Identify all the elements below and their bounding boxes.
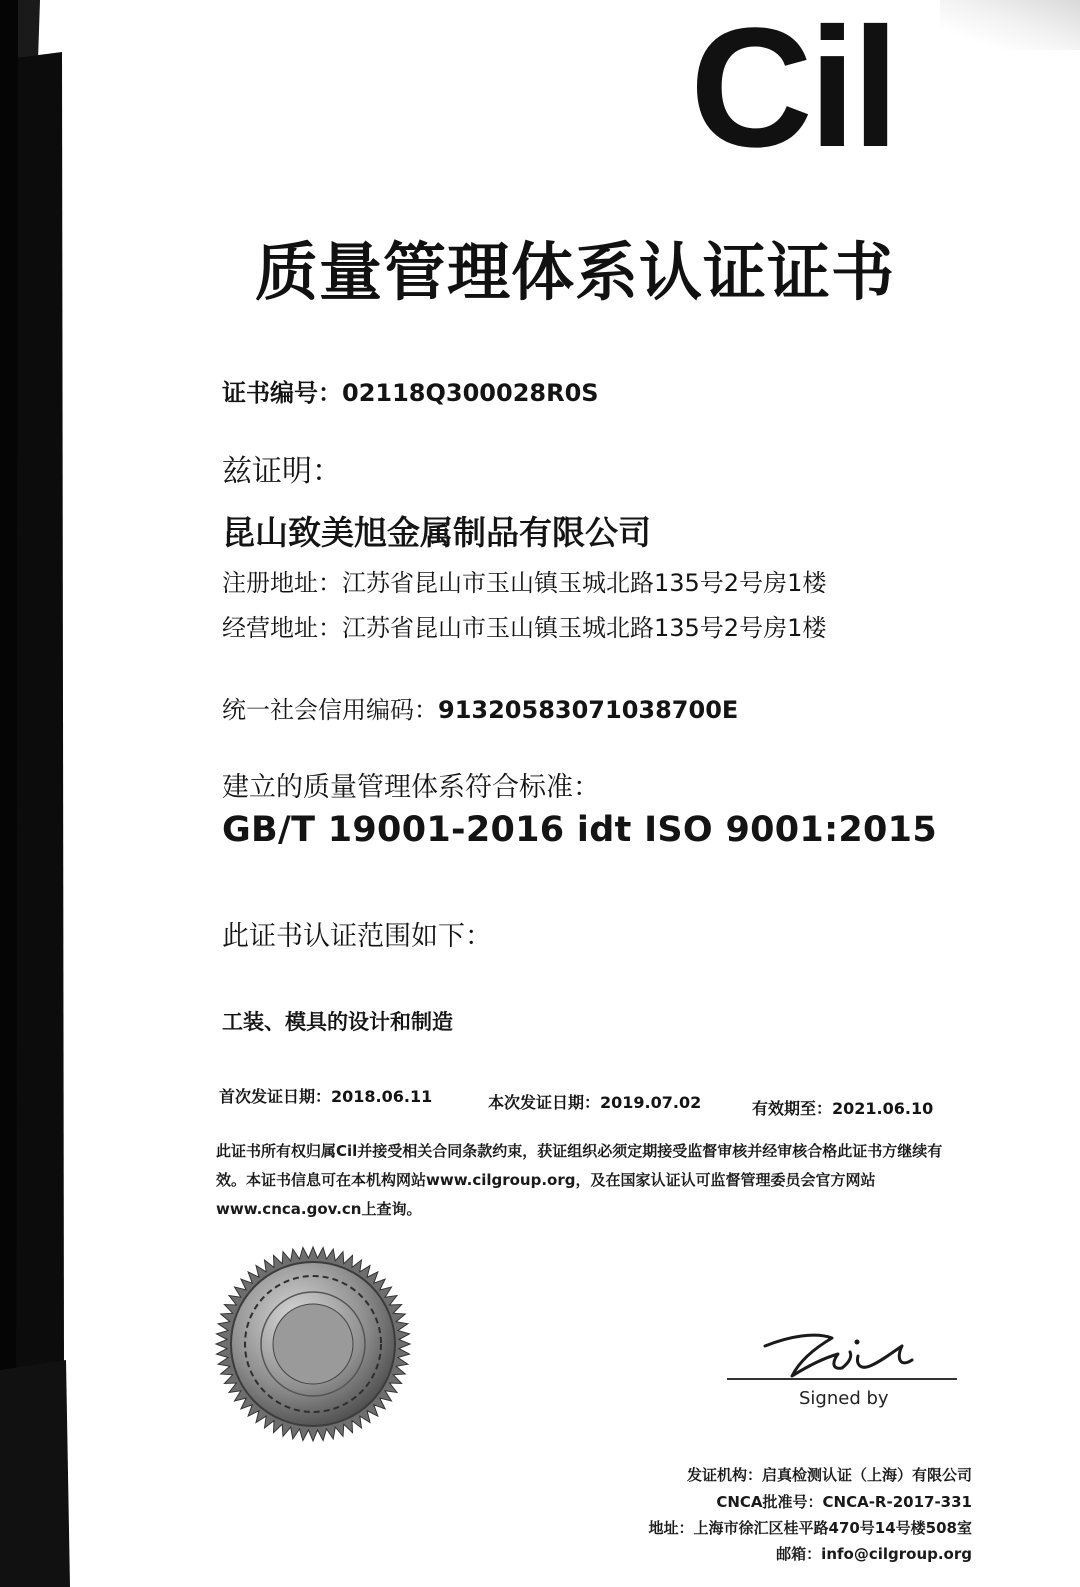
standard-label: 建立的质量管理体系符合标准： <box>222 772 600 803</box>
issuer-cnca-label: CNCA批准号： <box>716 1493 823 1511</box>
first-issue-value: 2018.06.11 <box>331 1087 433 1106</box>
registered-address <box>222 563 826 598</box>
issuer-address <box>648 1517 972 1538</box>
signature-line <box>727 1378 957 1380</box>
first-issue-date <box>219 1084 432 1107</box>
registered-address-value: 江苏省昆山市玉山镇玉城北路135号2号房1楼 <box>342 569 827 597</box>
cil-logo <box>690 18 910 158</box>
issuer-email-label: 邮箱： <box>776 1545 822 1563</box>
issuer-organization <box>687 1464 972 1485</box>
credit-code <box>222 690 738 725</box>
current-issue-date <box>488 1090 701 1113</box>
scope-value: 工装、模具的设计和制造 <box>222 1010 453 1034</box>
registered-address-label: 注册地址： <box>222 569 342 597</box>
attest-heading: 兹证明： <box>222 454 342 489</box>
valid-until-label: 有效期至： <box>752 1099 833 1118</box>
issuer-cnca-number <box>716 1491 972 1512</box>
credit-code-label: 统一社会信用编码： <box>222 696 438 724</box>
first-issue-label: 首次发证日期： <box>219 1087 332 1106</box>
signed-by-label: Signed by <box>799 1388 889 1409</box>
credit-code-value: 91320583071038700E <box>438 696 739 724</box>
valid-until-value: 2021.06.10 <box>832 1099 934 1118</box>
scan-edge-shadow <box>0 0 80 1587</box>
company-name: 昆山致美旭金属制品有限公司 <box>222 513 651 552</box>
current-issue-label: 本次发证日期： <box>488 1093 601 1112</box>
logo-text: Cil <box>690 18 896 158</box>
issuer-org-label: 发证机构： <box>686 1466 762 1484</box>
issuer-cnca-value: CNCA-R-2017-331 <box>822 1493 972 1511</box>
certificate-title: 质量管理体系认证证书 <box>255 236 895 309</box>
issuer-address-label: 地址： <box>648 1519 694 1537</box>
certificate-number-label: 证书编号： <box>222 379 342 407</box>
issuer-address-value: 上海市徐汇区桂平路470号14号楼508室 <box>693 1519 972 1537</box>
operating-address-label: 经营地址： <box>222 614 342 642</box>
certificate-number-value: 02118Q300028R0S <box>342 379 599 407</box>
scope-label: 此证书认证范围如下： <box>222 921 492 952</box>
standard-value: GB/T 19001-2016 idt ISO 9001:2015 <box>222 810 937 850</box>
scan-corner-shade <box>940 0 1080 50</box>
valid-until-date <box>752 1096 933 1119</box>
issuer-email <box>776 1543 972 1564</box>
embossed-seal <box>213 1244 413 1444</box>
issuer-email-value: info@cilgroup.org <box>821 1545 972 1563</box>
certificate-number <box>222 373 599 408</box>
issuer-org-value: 启真检测认证（上海）有限公司 <box>761 1466 972 1484</box>
validity-notice: 此证书所有权归属Cil并接受相关合同条款约束，获证组织必须定期接受监督审核并经审核合格此证书方继续有效。本证书信息可在本机构网站www.cilgroup.org，及在国家认证认可监督管理委员会官方网站www.cnca.gov.cn上查询。 <box>216 1142 943 1218</box>
operating-address <box>222 608 826 643</box>
operating-address-value: 江苏省昆山市玉山镇玉城北路135号2号房1楼 <box>342 614 827 642</box>
current-issue-value: 2019.07.02 <box>600 1093 702 1112</box>
